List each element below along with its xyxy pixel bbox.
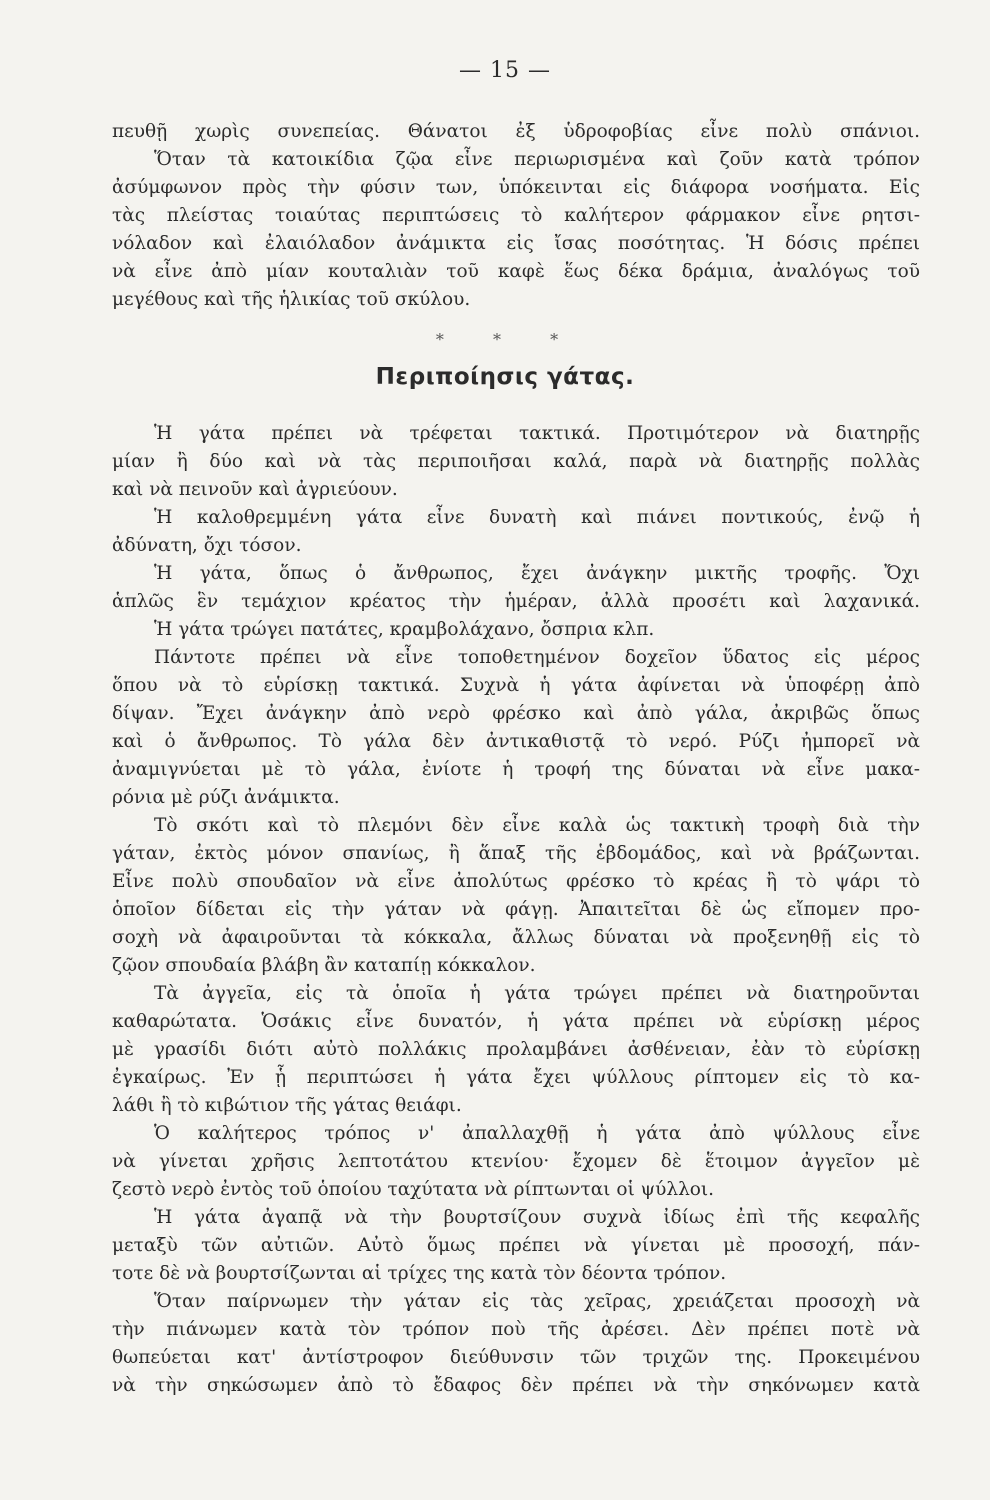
text-line: καὶ ὁ ἄνθρωπος. Τὸ γάλα δὲν ἀντικαθιστᾷ τὸ νερό. Ρύζι ἠμπορεῖ νὰ bbox=[112, 731, 920, 752]
text-line: Ὅταν τὰ κατοικίδια ζῷα εἶνε περιωρισμένα καὶ ζοῦν κατὰ τρόπον bbox=[154, 149, 920, 170]
text-line: τὰς πλείστας τοιαύτας περιπτώσεις τὸ καλήτερον φάρμακον εἶνε ρητσι- bbox=[112, 205, 920, 226]
text-line: τοτε δὲ νὰ βουρτσίζωνται αἱ τρίχες της κατὰ τὸν δέοντα τρόπον. bbox=[112, 1263, 727, 1284]
text-line: Τὰ ἀγγεῖα, εἰς τὰ ὁποῖα ἡ γάτα τρώγει πρέπει νὰ διατηροῦνται bbox=[154, 983, 920, 1004]
text-line: μὲ γρασίδι διότι αὐτὸ πολλάκις προλαμβάνει ἀσθένειαν, ἐὰν τὸ εὑρίσκῃ bbox=[112, 1039, 920, 1060]
text-line: νὰ τὴν σηκώσωμεν ἀπὸ τὸ ἔδαφος δὲν πρέπει νὰ τὴν σηκόνωμεν κατὰ bbox=[112, 1375, 920, 1396]
text-line: Τὸ σκότι καὶ τὸ πλεμόνι δὲν εἶνε καλὰ ὡς τακτικὴ τροφὴ διὰ τὴν bbox=[154, 815, 920, 836]
text-line: μεταξὺ τῶν αὐτιῶν. Αὐτὸ ὅμως πρέπει νὰ γίνεται μὲ προσοχή, πάν- bbox=[112, 1235, 920, 1256]
text-line: Ἡ καλοθρεμμένη γάτα εἶνε δυνατὴ καὶ πιάνει ποντικούς, ἐνῷ ἡ bbox=[154, 507, 920, 528]
text-line: ὅπου νὰ τὸ εὑρίσκῃ τακτικά. Συχνὰ ἡ γάτα ἀφίνεται νὰ ὑποφέρῃ ἀπὸ bbox=[112, 675, 920, 696]
text-line: δίψαν. Ἔχει ἀνάγκην ἀπὸ νερὸ φρέσκο καὶ ἀπὸ γάλα, ἀκριβῶς ὅπως bbox=[112, 703, 920, 724]
text-line: ζεστὸ νερὸ ἐντὸς τοῦ ὁποίου ταχύτατα νὰ ρίπτωνται οἱ ψύλλοι. bbox=[112, 1179, 715, 1200]
text-line: σοχὴ νὰ ἀφαιροῦνται τὰ κόκκαλα, ἄλλως δύναται νὰ προξενηθῇ εἰς τὸ bbox=[112, 927, 920, 948]
section-heading: Περιποίησις γάτας. bbox=[375, 364, 635, 390]
text-line: καὶ νὰ πεινοῦν καὶ ἀγριεύουν. bbox=[112, 479, 398, 500]
text-line: τὴν πιάνωμεν κατὰ τὸν τρόπον ποὺ τῆς ἀρέσει. Δὲν πρέπει ποτὲ νὰ bbox=[112, 1319, 920, 1340]
text-line: νὰ γίνεται χρῆσις λεπτοτάτου κτενίου· ἔχομεν δὲ ἕτοιμον ἀγγεῖον μὲ bbox=[112, 1151, 920, 1172]
text-line: καθαρώτατα. Ὁσάκις εἶνε δυνατόν, ἡ γάτα πρέπει νὰ εὑρίσκῃ μέρος bbox=[112, 1011, 920, 1032]
text-line: γάταν, ἐκτὸς μόνον σπανίως, ἢ ἅπαξ τῆς ἑβδομάδος, καὶ νὰ βράζωνται. bbox=[112, 843, 920, 864]
text-line: θωπεύεται κατ' ἀντίστροφον διεύθυνσιν τῶν τριχῶν της. Προκειμένου bbox=[112, 1347, 920, 1368]
page-number: — 15 — bbox=[459, 58, 551, 83]
text-line: Ὁ καλήτερος τρόπος ν' ἀπαλλαχθῇ ἡ γάτα ἀπὸ ψύλλους εἶνε bbox=[154, 1123, 920, 1144]
text-line: Ἡ γάτα ἀγαπᾷ νὰ τὴν βουρτσίζουν συχνὰ ἰδίως ἐπὶ τῆς κεφαλῆς bbox=[154, 1207, 920, 1228]
text-line: Ὅταν παίρνωμεν τὴν γάταν εἰς τὰς χεῖρας, χρειάζεται προσοχὴ νὰ bbox=[154, 1291, 920, 1312]
text-line: μίαν ἢ δύο καὶ νὰ τὰς περιποιῆσαι καλά, παρὰ νὰ διατηρῇς πολλὰς bbox=[112, 451, 920, 472]
text-line: μεγέθους καὶ τῆς ἡλικίας τοῦ σκύλου. bbox=[112, 289, 471, 310]
text-line: πευθῇ χωρὶς συνεπείας. Θάνατοι ἐξ ὑδροφοβίας εἶνε πολὺ σπάνιοι. bbox=[112, 121, 920, 142]
text-line: ζῷον σπουδαία βλάβη ἂν καταπίῃ κόκκαλον. bbox=[112, 955, 536, 976]
text-line: ὁποῖον δίδεται εἰς τὴν γάταν νὰ φάγῃ. Ἀπαιτεῖται δὲ ὡς εἴπομεν προ- bbox=[112, 899, 920, 920]
text-line: Ἡ γάτα πρέπει νὰ τρέφεται τακτικά. Προτιμότερον νὰ διατηρῇς bbox=[154, 423, 920, 444]
text-line: Ἡ γάτα τρώγει πατάτες, κραμβολάχανο, ὄσπρια κλπ. bbox=[154, 619, 655, 640]
text-line: Πάντοτε πρέπει νὰ εἶνε τοποθετημένον δοχεῖον ὕδατος εἰς μέρος bbox=[154, 647, 920, 668]
text-line: ἀδύνατη, ὄχι τόσον. bbox=[112, 535, 302, 556]
section-separator: * * * bbox=[435, 330, 581, 349]
text-line: ρόνια μὲ ρύζι ἀνάμικτα. bbox=[112, 787, 340, 808]
text-line: νόλαδον καὶ ἐλαιόλαδον ἀνάμικτα εἰς ἴσας ποσότητας. Ἡ δόσις πρέπει bbox=[112, 233, 920, 254]
text-line: ἁπλῶς ἓν τεμάχιον κρέατος τὴν ἡμέραν, ἀλλὰ προσέτι καὶ λαχανικά. bbox=[112, 591, 920, 612]
text-line: ἐγκαίρως. Ἐν ᾗ περιπτώσει ἡ γάτα ἔχει ψύλλους ρίπτομεν εἰς τὸ κα- bbox=[112, 1067, 920, 1088]
text-line: Ἡ γάτα, ὅπως ὁ ἄνθρωπος, ἔχει ἀνάγκην μικτῆς τροφῆς. Ὄχι bbox=[154, 563, 920, 584]
text-line: λάθι ἢ τὸ κιβώτιον τῆς γάτας θειάφι. bbox=[112, 1095, 462, 1116]
text-line: νὰ εἶνε ἀπὸ μίαν κουταλιὰν τοῦ καφὲ ἕως δέκα δράμια, ἀναλόγως τοῦ bbox=[112, 261, 920, 282]
text-line: ἀσύμφωνον πρὸς τὴν φύσιν των, ὑπόκεινται εἰς διάφορα νοσήματα. Εἰς bbox=[112, 177, 920, 198]
text-line: Εἶνε πολὺ σπουδαῖον νὰ εἶνε ἀπολύτως φρέσκο τὸ κρέας ἢ τὸ ψάρι τὸ bbox=[112, 871, 920, 892]
text-line: ἀναμιγνύεται μὲ τὸ γάλα, ἐνίοτε ἡ τροφή της δύναται νὰ εἶνε μακα- bbox=[112, 759, 920, 780]
